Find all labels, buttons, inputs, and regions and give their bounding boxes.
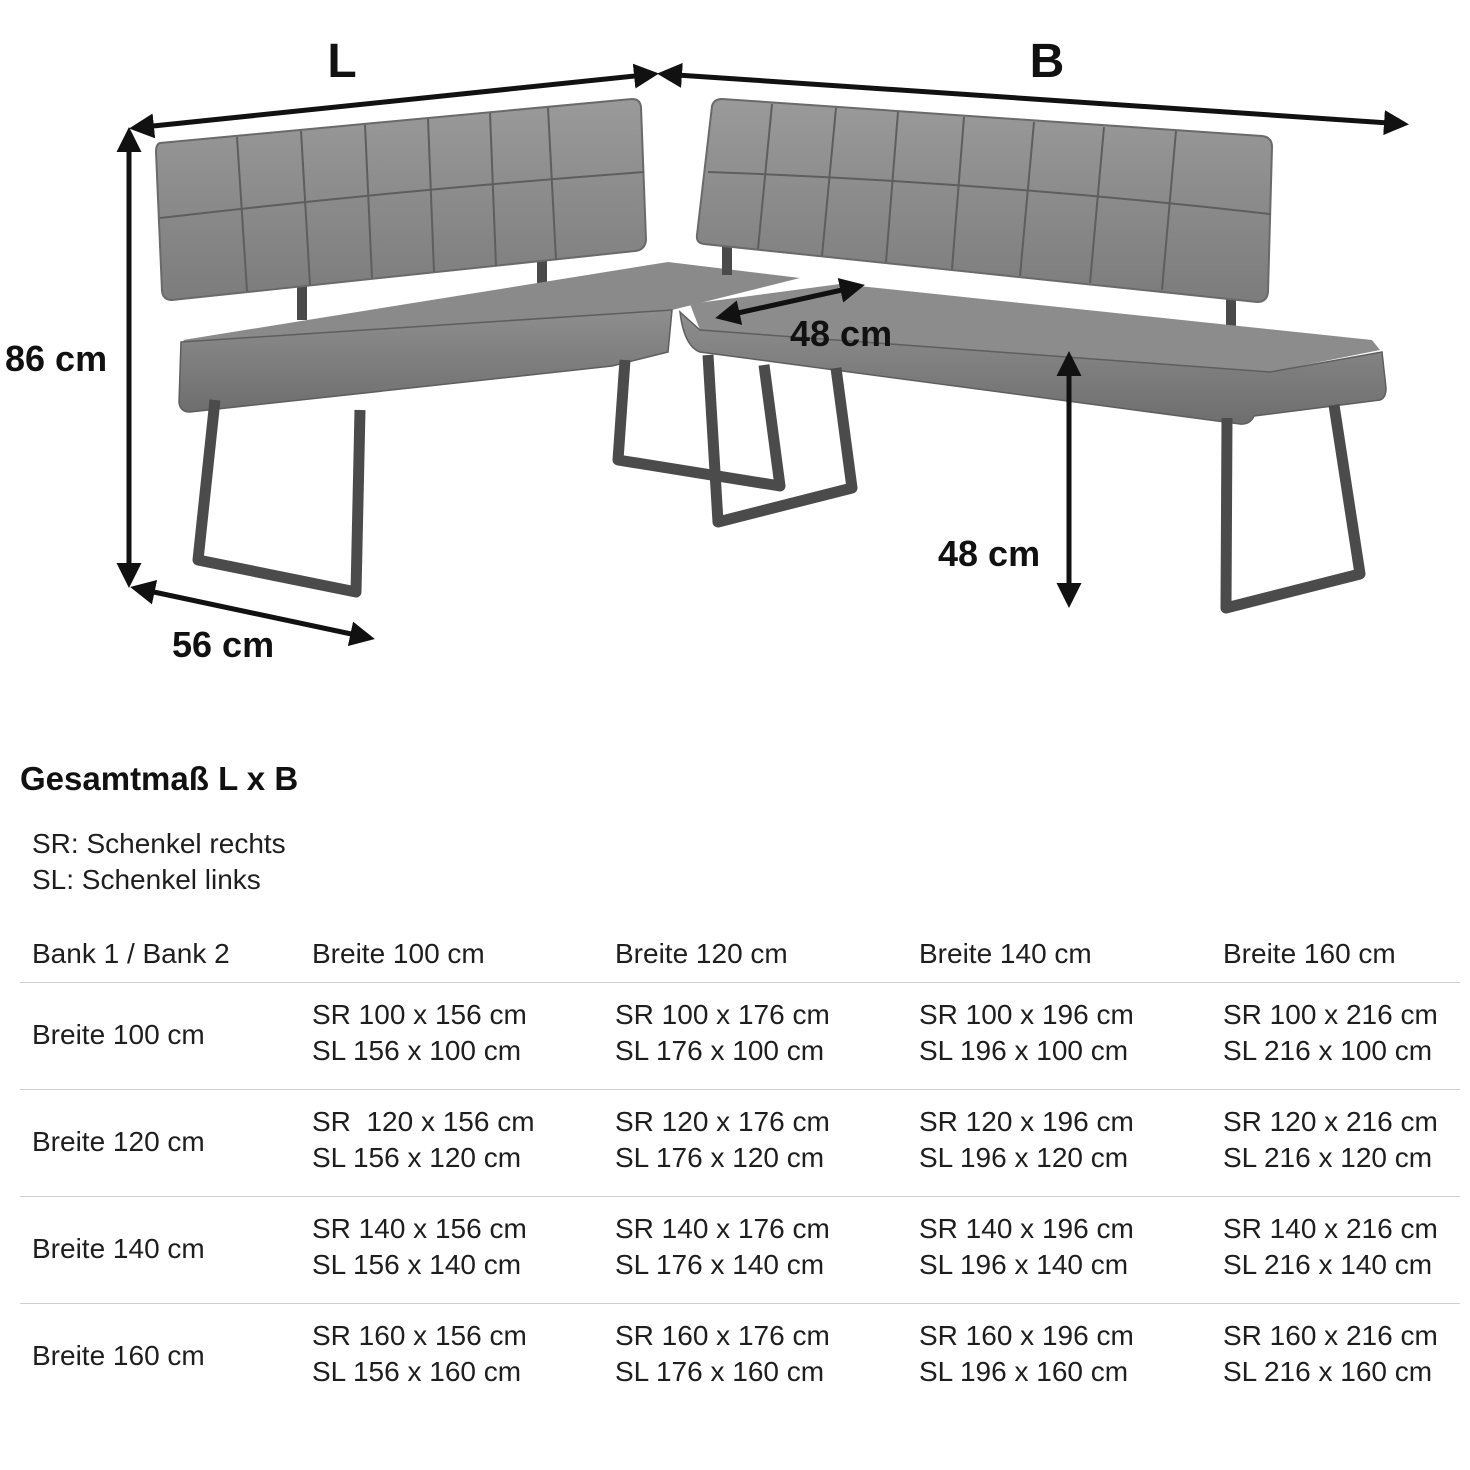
- table-cell: SR 140 x 216 cm SL 216 x 140 cm: [1223, 1213, 1438, 1280]
- row-header: Breite 100 cm: [32, 1019, 205, 1050]
- width-label: B: [1029, 35, 1065, 88]
- table-cell: SR 100 x 216 cm SL 216 x 100 cm: [1223, 999, 1438, 1066]
- right-bench: [680, 99, 1386, 608]
- row-header: Breite 160 cm: [32, 1340, 205, 1371]
- table-row: [20, 983, 1460, 1090]
- table-cell: SR 100 x 156 cm SL 156 x 100 cm: [312, 999, 527, 1066]
- row-header: Breite 120 cm: [32, 1126, 205, 1157]
- row-header: Breite 140 cm: [32, 1233, 205, 1264]
- length-label: L: [327, 35, 357, 88]
- table-cell: SR 120 x 176 cm SL 176 x 120 cm: [615, 1106, 830, 1173]
- table-cell: SR 160 x 156 cm SL 156 x 160 cm: [312, 1320, 527, 1387]
- seat-height-label: 48 cm: [938, 533, 1041, 574]
- depth-label: 56 cm: [172, 624, 275, 665]
- table-cell: SR 140 x 156 cm SL 156 x 140 cm: [312, 1213, 527, 1280]
- total-dimensions-heading: Gesamtmaß L x B: [20, 760, 299, 797]
- corner-header: Bank 1 / Bank 2: [32, 938, 230, 969]
- column-header: Breite 160 cm: [1223, 938, 1396, 969]
- table-cell: SR 140 x 196 cm SL 196 x 140 cm: [919, 1213, 1134, 1280]
- table-cell: SR 120 x 156 cm SL 156 x 120 cm: [312, 1106, 535, 1173]
- table-cell: SR 100 x 176 cm SL 176 x 100 cm: [615, 999, 830, 1066]
- table-cell: SR 120 x 196 cm SL 196 x 120 cm: [919, 1106, 1134, 1173]
- table-cell: SR 160 x 216 cm SL 216 x 160 cm: [1223, 1320, 1438, 1387]
- corner-bench-diagram: [0, 0, 1470, 700]
- legend-sr: SR: Schenkel rechts: [32, 828, 286, 859]
- table-row: [20, 1197, 1460, 1304]
- table-row: [20, 1304, 1460, 1410]
- column-header: Breite 100 cm: [312, 938, 485, 969]
- legend: [32, 826, 286, 898]
- table-cell: SR 120 x 216 cm SL 216 x 120 cm: [1223, 1106, 1438, 1173]
- table-row: [20, 1090, 1460, 1197]
- size-table: [20, 928, 1460, 1410]
- legend-sl: SL: Schenkel links: [32, 864, 261, 895]
- table-cell: SR 100 x 196 cm SL 196 x 100 cm: [919, 999, 1134, 1066]
- table-cell: SR 160 x 196 cm SL 196 x 160 cm: [919, 1320, 1134, 1387]
- table-cell: SR 160 x 176 cm SL 176 x 160 cm: [615, 1320, 830, 1387]
- table-header-row: [20, 928, 1460, 983]
- column-header: Breite 140 cm: [919, 938, 1092, 969]
- total-height-label: 86 cm: [5, 338, 108, 379]
- seat-depth-label: 48 cm: [790, 313, 893, 354]
- table-cell: SR 140 x 176 cm SL 176 x 140 cm: [615, 1213, 830, 1280]
- column-header: Breite 120 cm: [615, 938, 788, 969]
